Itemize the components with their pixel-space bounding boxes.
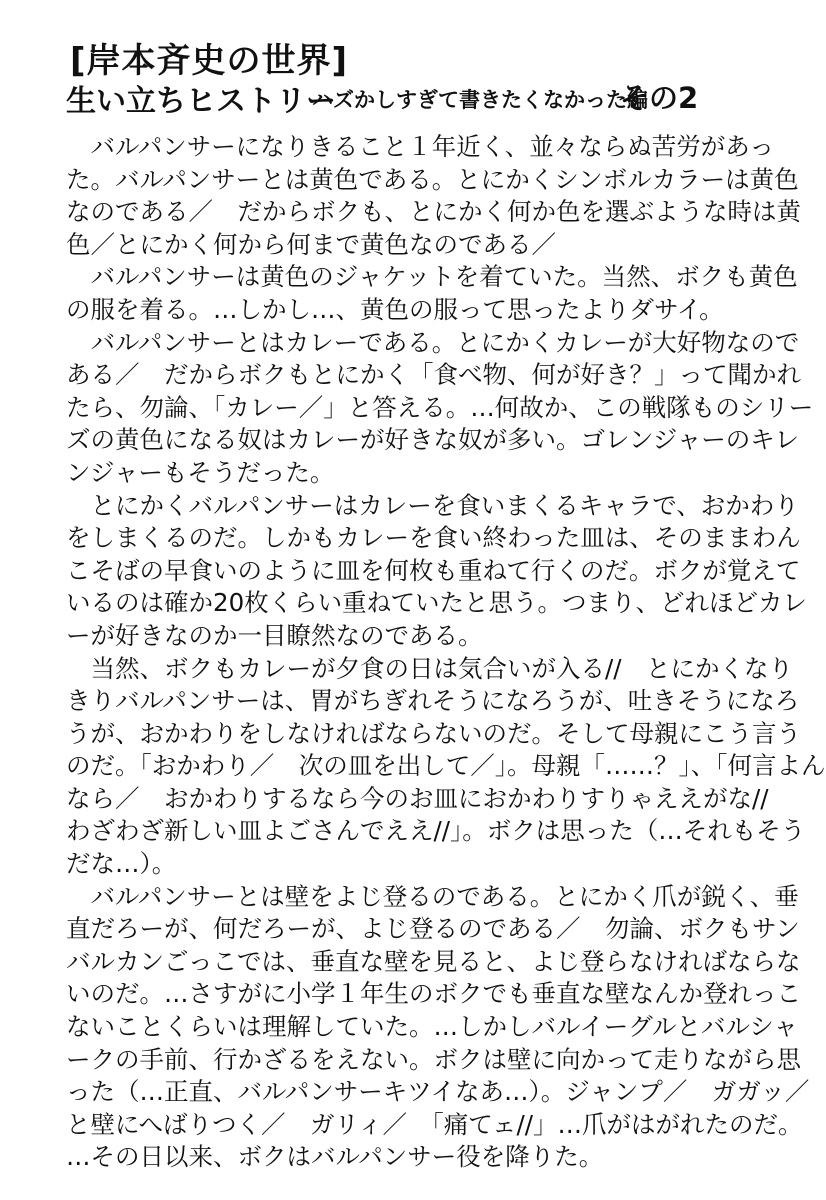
body-line: たら、勿論、「カレー／」と答える。…何故か、この戦隊ものシリー [66, 392, 814, 422]
body-line: ンジャーもそうだった。 [66, 457, 335, 487]
body-line: だな…）。 [66, 849, 177, 879]
body-line: とにかくバルパンサーはカレーを食いまくるキャラで、おかわり [66, 490, 799, 520]
body-line: いるのは確か20枚くらい重ねていたと思う。つまり、どれほどカレ [66, 588, 808, 618]
body-line: バルパンサーは黄色のジャケットを着ていた。当然、ボクも黄色 [66, 262, 798, 292]
body-line: をしまくるのだ。しかもカレーを食い終わった皿は、そのままわん [66, 523, 801, 553]
subtitle-sub: ハズかしすぎて書きたくなかった編 [312, 88, 648, 112]
body-line: バルパンサーとは壁をよじ登るのである。とにかく爪が鋭く、垂 [66, 881, 799, 911]
body-line: いのだ。…さすがに小学１年生のボクでも垂直な壁なんか登れっこ [66, 979, 801, 1009]
body-line: ズの黄色になる奴はカレーが好きな奴が多い。ゴレンジャーのキレ [66, 425, 800, 455]
subtitle-row [66, 76, 706, 122]
body-line: ーが好きなのか一目瞭然なのである。 [66, 620, 483, 650]
body-line: きりバルパンサーは、胃がちぎれそうになろうが、吐きそうになろ [66, 686, 800, 716]
body-line: の服を着る。…しかし…、黄色の服って思ったよりダサイ。 [66, 294, 724, 324]
body-line: バルパンサーとはカレーである。とにかくカレーが大好物なので [66, 327, 800, 357]
subtitle-number: その2 [620, 81, 699, 115]
body-line: わざわざ新しい皿よごさんでええ//」。ボクは思った（…それもそう [66, 816, 806, 846]
essay-body [66, 126, 826, 1172]
body-line: 色／とにかく何から何まで黄色なのである／ [66, 229, 556, 259]
body-line: なのである／ だからボクも、とにかく何か色を選ぶような時は黄 [66, 197, 801, 227]
body-line: …その日以来、ボクはバルパンサー役を降りた。 [66, 1142, 604, 1172]
body-line: バルパンサーになりきること１年近く、並々ならぬ苦労があっ [66, 132, 775, 161]
body-line: こそばの早食いのように皿を何枚も重ねて行くのだ。ボクが覚えて [66, 555, 801, 585]
subtitle-main: 生い立ちヒストリー [66, 84, 336, 119]
body-line: バルカンごっこでは、垂直な壁を見ると、よじ登らなければならな [66, 946, 801, 976]
body-line: 当然、ボクもカレーが夕食の日は気合いが入る// とにかくなり [66, 653, 794, 683]
essay-title: [岸本斉史の世界] [70, 41, 349, 81]
body-line: た。バルパンサーとは黄色である。とにかくシンボルカラーは黄色 [66, 164, 799, 194]
body-line: ークの手前、行かざるをえない。ボクは壁に向かって走りながら思 [66, 1044, 801, 1074]
body-line: のだ。「おかわり／ 次の皿を出して／」。母親「……？」、「何言よん [66, 751, 826, 781]
body-line: と壁にへばりつく／ ガリィ／ 「痛てェ//」…爪がはがれたのだ。 [66, 1109, 803, 1139]
body-line: った（…正直、バルパンサーキツイなあ…）。ジャンプ／ ガガッ／ [66, 1077, 810, 1107]
body-line: なら／ おかわりするなら今のお皿におかわりすりゃええがな// [66, 783, 769, 813]
body-line: うが、おかわりをしなければならないのだ。そして母親にこう言う [66, 718, 801, 748]
body-line: ある／ だからボクもとにかく「食べ物、何が好き？」って聞かれ [66, 360, 801, 390]
body-line: ないことくらいは理解していた。…しかしバルイーグルとバルシャ [66, 1012, 798, 1042]
body-line: 直だろーが、何だろーが、よじ登るのである／ 勿論、ボクもサン [66, 914, 800, 944]
